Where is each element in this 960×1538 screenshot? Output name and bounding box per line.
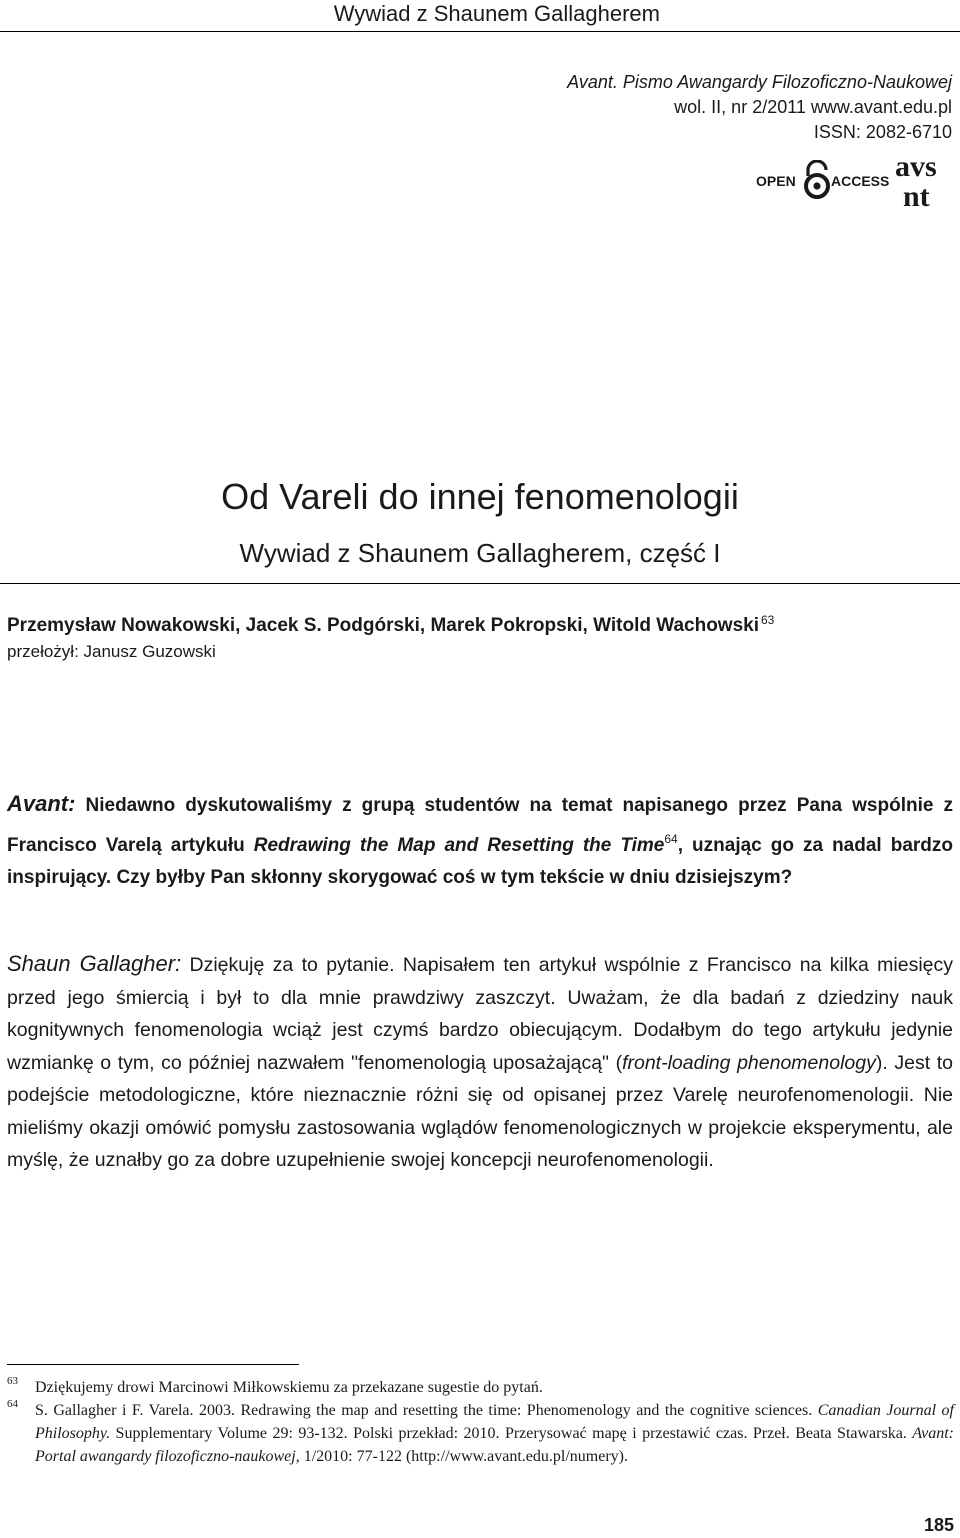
running-head [0,0,960,32]
question-text-1: Niedawno dyskutowaliśmy z grupą studentów na temat napisanego przez Pana wspólnie z Francisco Varelą artykułu [7,795,953,856]
journal-volume: wol. II, nr 2/2011 www.avant.edu.pl [674,97,952,117]
avant-logo-icon [895,148,957,212]
oa-right-label: ACCESS [831,173,890,189]
answer-term: front-loading phenomenology [622,1051,876,1074]
answer-text-2: ). Jest to podejście metodologiczne, które nieznacznie różni się od opisanej przez Varelę neurofenomenologii. Nie mieliśmy okazji omówić pomysłu zastosowania wglądów fenomenologicznych w projekcie eksperymentu, ale myślę, że uznałby go za dobre uzupełnienie swojej koncepcji neurofenomenologii. [7,1051,953,1171]
answer-speaker: Shaun Gallagher: [7,951,182,976]
title-rule [0,583,960,584]
footnote-text-2: Supplementary Volume 29: 93-132. Polski przekład: 2010. Przerysować mapę i przestawić czas. Przeł. Beata Stawarska. [110,1425,913,1442]
article-title: Od Vareli do innej fenomenologii [221,476,739,517]
authors [7,607,774,639]
page-number: 185 [923,1515,954,1535]
footnote-text: Dziękujemy drowi Marcinowi Miłkowskiemu za przekazane sugestie do pytań. [35,1379,543,1396]
footnote [7,1399,954,1468]
footnote-portal: Avant: Portal awangardy filozoficzno-naukowej [35,1425,954,1465]
footnotes [7,1376,954,1468]
question-speaker: Avant: [7,791,76,816]
question-footnote-ref: 64 [664,831,678,846]
footnote-journal: Canadian Journal of Philosophy. [35,1402,955,1442]
journal-issn: ISSN: 2082-6710 [813,122,952,142]
footnote-rule [7,1364,299,1365]
journal-name: Avant. Pismo Awangardy Filozoficzno-Naukowej [567,72,952,92]
avant-logo-bottom: nt [903,180,930,212]
interview-answer [7,948,953,1177]
title-block [0,474,960,570]
question-text-2: , uznając go za nadal bardzo inspirujący. Czy byłby Pan skłonny skorygować coś w tym tekście w dniu dzisiejszym? [7,834,954,888]
answer-text-1: Dziękuję za to pytanie. Napisałem ten artykuł wspólnie z Francisco na kilka miesięcy przed jego śmiercią i był to dla mnie prawdziwy zaszczyt. Uważam, że dla badań z dziedziny nauk kognitywnych fenomenologia wciąż jest czymś bardzo obiecującym. Dodałbym do tego artykułu jedynie wzmiankę o tym, co później nazwałem "fenomenologią uposażającą" ( [7,954,953,1074]
translator: przełożył: Janusz Guzowski [7,642,216,661]
footnote-text-1: S. Gallagher i F. Varela. 2003. Redrawing the map and resetting the time: Phenomenology and the cognitive sciences. [35,1402,818,1419]
footnote-number: 63 [7,1375,18,1387]
footnote-text-3: , 1/2010: 77-122 (http://www.avant.edu.pl/numery). [295,1448,628,1465]
avant-logo-top: avs [895,150,937,183]
article-subtitle: Wywiad z Shaunem Gallagherem, część I [239,538,721,568]
open-access-icon [756,160,898,200]
footnote-number: 64 [7,1398,18,1410]
journal-info [567,70,952,145]
authors-names: Przemysław Nowakowski, Jacek S. Podgórski, Marek Pokropski, Witold Wachowski [7,615,759,636]
footnote [7,1376,954,1399]
running-head-text: Wywiad z Shaunem Gallagherem [333,1,660,26]
authors-footnote-ref: 63 [761,613,775,627]
question-work-title: Redrawing the Map and Resetting the Time [253,834,665,856]
interview-question [7,788,953,895]
oa-left-label: OPEN [756,173,796,189]
